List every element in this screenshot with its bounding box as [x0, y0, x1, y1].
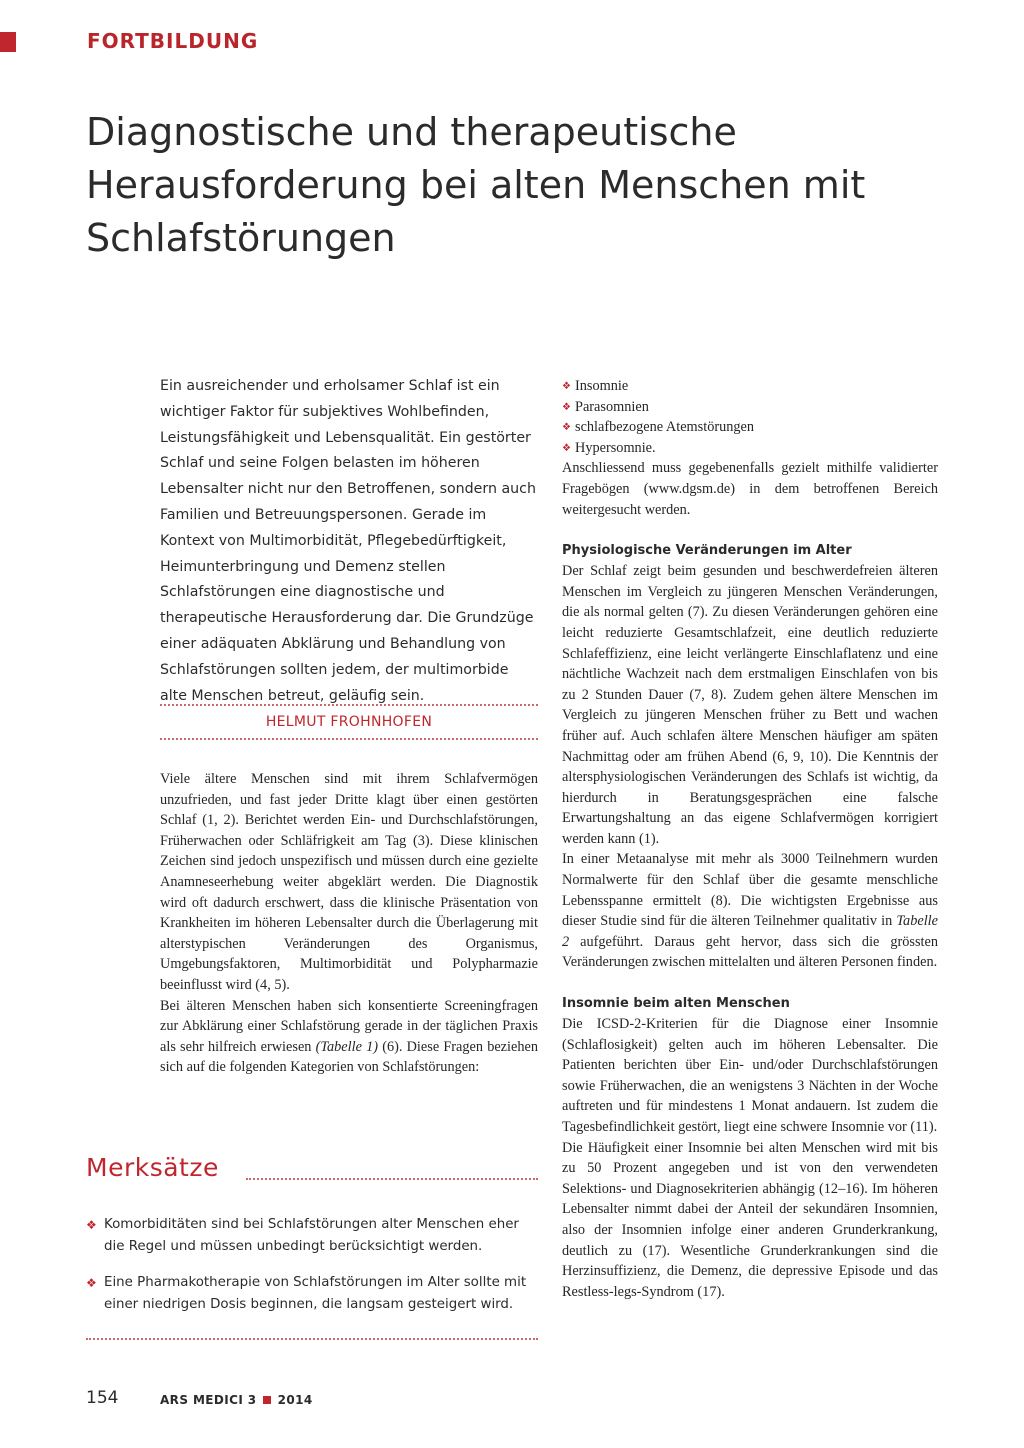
section-label: FORTBILDUNG — [87, 29, 259, 53]
category-text: Insomnie — [575, 378, 629, 394]
merksaetze-heading: Merksätze — [86, 1153, 219, 1182]
merksaetze-heading-rule — [246, 1178, 538, 1180]
merksaetze-list — [86, 1214, 538, 1330]
author-divider-top — [160, 704, 538, 706]
section-marker — [0, 32, 16, 52]
article-lead: Ein ausreichender und erholsamer Schlaf ist ein wichtiger Faktor für subjektives Wohlbefinden, Leistungsfähigkeit und Lebensqualität. Ein gestörter Schlaf und seine Folgen belasten im höheren Lebensalter nicht nur den Betroffenen, sondern auch Familien und Betreuungspersonen. Gerade im Kontext von Multimorbidität, Pflegebedürftigkeit, Heimunterbringung und Demenz stellen Schlafstörungen eine diagnostische und therapeutische Herausforderung dar. Die Grundzüge einer adäquaten Abklärung und Behandlung von Schlafstörungen sollten jedem, der multimorbide alte Menschen betreut, geläufig sein. — [160, 378, 536, 704]
author-divider-bottom — [160, 738, 538, 740]
journal-name: ARS MEDICI 3 — [160, 1393, 257, 1407]
body-text: In einer Metaanalyse mit mehr als 3000 Teilnehmern wurden Normalwerte für den Schlaf über die gesamte menschliche Lebensspanne ermittelt (8). Die wichtigsten Ergebnisse aus dieser Studie sind für die älteren Teilnehmer qualitativ in — [562, 851, 938, 930]
body-text: aufgeführt. Daraus geht hervor, dass sich die grössten Veränderungen zwischen mittelalten und älteren Personen finden. — [562, 933, 938, 971]
category-item — [562, 438, 938, 459]
journal-footer — [160, 1393, 313, 1407]
journal-year: 2014 — [277, 1393, 313, 1407]
diamond-bullet-icon: ❖ — [562, 401, 571, 413]
diamond-bullet-icon: ❖ — [562, 442, 571, 454]
diamond-bullet-icon: ❖ — [86, 1218, 97, 1232]
body-paragraph: Die Häufigkeit einer Insomnie bei alten Menschen wird mit bis zu 50 Prozent angegeben und ist von den verwendeten Selektions- und Diagnosekriterien abhängig (12–16). Im höheren Lebensalter nimmt dabei der Anteil der sekundären Insomnien, also der Insomnien infolge einer anderen Grunderkrankung, deutlich zu (17). Wesentliche Grunderkrankungen sind die Herzinsuffizienz, die Demenz, die depressive Episode und das Restless-legs-Syndrom (17). — [562, 1139, 938, 1300]
page-number: 154 — [86, 1388, 119, 1408]
category-item — [562, 397, 938, 418]
body-paragraph: Die ICSD-2-Kriterien für die Diagnose einer Insomnie (Schlaflosigkeit) gelten auch im höheren Lebensalter. Die Patienten berichten über Ein- und/oder Durchschlafstörungen sowie Früherwachen, die an wenigstens 3 Nächten in der Woche auftreten und für mindestens 1 Monat andauern. Ist zudem die Tagesbefindlichkeit gestört, liegt eine schwere Insomnie vor (11). — [562, 1016, 938, 1135]
table-reference: Tabelle 2 — [562, 913, 938, 950]
body-left-column — [160, 769, 538, 1078]
category-text: Parasomnien — [575, 398, 649, 415]
diamond-bullet-icon: ❖ — [562, 381, 571, 392]
category-list — [562, 376, 938, 458]
body-paragraph: Viele ältere Menschen sind mit ihrem Schlafvermögen unzufrieden, und fast jeder Dritte klagt über einen gestörten Schlaf (1, 2). Berichtet werden Ein- und Durchschlafstörungen, Früherwachen oder Schläfrigkeit am Tag (3). Diese klinischen Zeichen sind jedoch unspezifisch und müssen durch eine gezielte Anamneseerhebung weiter abgeklärt werden. Die Diagnostik wird oft dadurch erschwert, dass die klinische Präsentation von Krankheiten im höheren Lebensalter durch die Überlagerung mit alterstypischen Veränderungen des Organismus, Umgebungsfaktoren, Multimorbidität und Polypharmazie beeinflusst wird (4, 5). — [160, 771, 538, 993]
body-text: Bei älteren Menschen haben sich konsentierte Screeningfragen zur Abklärung einer Schlafstörung gerade in der täglichen Praxis als sehr hilfreich erwiesen — [160, 997, 538, 1055]
author-name: HELMUT FROHNHOFEN — [265, 714, 433, 730]
merksatz-text: Komorbiditäten sind bei Schlafstörungen alter Menschen eher die Regel und müssen unbedingt berücksichtigt werden. — [104, 1217, 519, 1254]
body-paragraph — [160, 996, 538, 1078]
body-paragraph: Anschliessend muss gegebenenfalls gezielt mithilfe validierter Fragebögen (www.dgsm.de) in dem betroffenen Bereich weitergesucht werden. — [562, 460, 938, 518]
section-heading: Insomnie beim alten Menschen — [562, 996, 790, 1012]
body-text: (6). Diese Fragen beziehen sich auf die folgenden Kategorien von Schlafstörungen: — [160, 1038, 538, 1076]
category-item — [562, 376, 938, 397]
article-title: Diagnostische und therapeutische Herausforderung bei alten Menschen mit Schlafstörungen — [86, 110, 866, 260]
diamond-bullet-icon: ❖ — [562, 422, 571, 434]
merksatz-text: Eine Pharmakotherapie von Schlafstörungen im Alter sollte mit einer niedrigen Dosis beginnen, die langsam gesteigert wird. — [104, 1275, 527, 1312]
section-heading: Physiologische Veränderungen im Alter — [562, 543, 852, 559]
square-separator-icon — [263, 1396, 271, 1404]
category-item — [562, 417, 938, 438]
body-right-column — [562, 376, 938, 1302]
diamond-bullet-icon: ❖ — [86, 1276, 97, 1290]
merksatz-item — [86, 1272, 538, 1316]
table-reference: (Tabelle 1) — [315, 1038, 379, 1055]
category-text: Hypersomnie. — [575, 439, 656, 456]
body-paragraph: Der Schlaf zeigt beim gesunden und beschwerdefreien älteren Menschen im Vergleich zu jüngeren Menschen Veränderungen, die als normal gelten (7). Zu diesen Veränderungen gehören eine leicht reduzierte Gesamtschlafzeit, eine deutlich reduzierte Schlafeffizienz, eine leicht verlängerte Einschlaflatenz und eine nächtliche Wachzeit nach dem erstmaligen Einschlafen von bis zu 2 Stunden Dauer (7, 8). Zudem gehen ältere Menschen im Vergleich zu jüngeren Menschen früher zu Bett und wachen früher auf. Auch schlafen ältere Menschen häufiger am späten Nachmittag oder am frühen Abend (6, 9, 10). Die Kenntnis der altersphysiologischen Veränderungen des Schlafs ist wichtig, da hierdurch in Beratungsgesprächen eine falsche Erwartungshaltung an das eigene Schlafvermögen korrigiert werden kann (1). — [562, 563, 938, 847]
merksatz-item — [86, 1214, 538, 1258]
category-text: schlafbezogene Atemstörungen — [575, 419, 755, 436]
body-paragraph — [562, 849, 938, 973]
merksaetze-bottom-rule — [86, 1338, 538, 1340]
